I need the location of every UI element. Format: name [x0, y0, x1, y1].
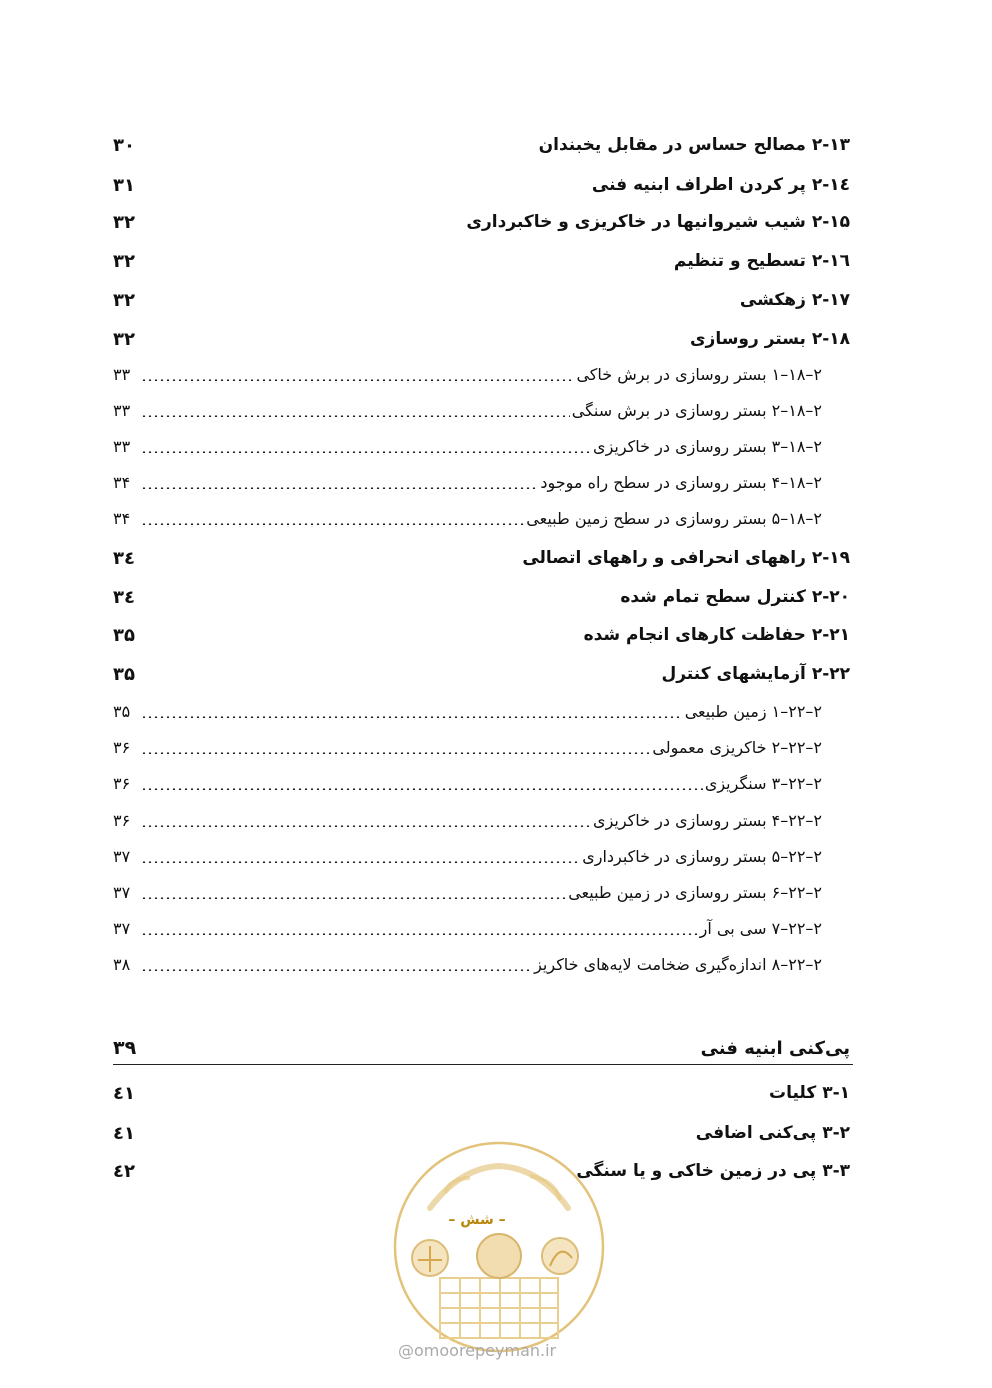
toc-subentry-title: ۲–۱۸–۵ بستر روسازی در سطح زمین طبیعی	[526, 508, 822, 528]
toc-subentry-page: ۳۷	[113, 918, 131, 938]
toc-subentry[interactable]	[113, 949, 850, 979]
toc-entry-title: ۲-۱۹ راههای انحرافی و راههای اتصالی	[522, 548, 850, 568]
toc-entry-page: ٤۱	[113, 1122, 135, 1144]
toc-entry-title: ۲-۱۸ بستر روسازی	[689, 329, 850, 349]
watermark-site: @omoorepeyman.ir	[398, 1341, 557, 1360]
chapter-divider	[113, 1064, 853, 1065]
toc-entry-title: ۲-۲۰ کنترل سطح تمام شده	[620, 587, 850, 607]
toc-entry-page: ٤۱	[113, 1082, 135, 1104]
toc-subentry-page: ۳۶	[113, 810, 131, 830]
toc-subentry-page: ۳۳	[113, 364, 131, 384]
toc-subentry-page: ۳۳	[113, 436, 131, 456]
toc-entry[interactable]	[113, 543, 850, 573]
toc-subentry[interactable]	[113, 841, 850, 871]
toc-subentry-title: ۲–۱۸–۱ بستر روسازی در برش خاکی	[576, 364, 822, 384]
toc-entry-page: ٤۲	[113, 1160, 135, 1182]
dot-leader	[141, 969, 532, 971]
toc-entry-page: ۳۱	[113, 174, 135, 196]
watermark-logo	[390, 1138, 608, 1356]
toc-entry-page: ۳۵	[113, 663, 135, 685]
toc-entry[interactable]	[113, 324, 850, 354]
dot-leader	[141, 897, 566, 899]
toc-entry-title: ۲-۱٤ پر کردن اطراف ابنیه فنی	[591, 175, 850, 195]
page-number: – شش –	[448, 1212, 506, 1228]
chapter-heading[interactable]	[113, 1033, 850, 1063]
toc-subentry-page: ۳۴	[113, 508, 131, 528]
toc-subentry[interactable]	[113, 805, 850, 835]
dot-leader	[141, 933, 698, 935]
toc-entry[interactable]	[113, 659, 850, 689]
toc-subentry-title: ۲–۱۸–۲ بستر روسازی در برش سنگی	[571, 400, 822, 420]
toc-subentry-page: ۳۷	[113, 882, 131, 902]
dot-leader	[141, 752, 650, 754]
toc-subentry[interactable]	[113, 395, 850, 425]
toc-entry-title: ۲-۱۳ مصالح حساس در مقابل یخبندان	[538, 135, 850, 155]
toc-entry-title: ۳-۱ کلیات	[769, 1083, 850, 1103]
dot-leader	[141, 487, 538, 489]
toc-subentry[interactable]	[113, 877, 850, 907]
toc-subentry-title: ۲–۲۲–۳ سنگریزی	[704, 773, 822, 793]
toc-entry-title: ۲-۱٦ تسطیح و تنظیم	[673, 251, 850, 271]
toc-subentry-title: ۲–۲۲–۸ اندازه‌گیری ضخامت لایه‌های خاکریز	[534, 954, 822, 974]
toc-entry[interactable]	[113, 285, 850, 315]
toc-subentry[interactable]	[113, 503, 850, 533]
toc-subentry[interactable]	[113, 732, 850, 762]
toc-entry[interactable]	[113, 130, 850, 160]
toc-subentry-page: ۳۶	[113, 773, 131, 793]
dot-leader	[141, 415, 570, 417]
toc-entry[interactable]	[113, 170, 850, 200]
toc-subentry-page: ۳۷	[113, 846, 131, 866]
toc-entry-page: ۳۵	[113, 624, 135, 646]
toc-entry-page: ۳۲	[113, 328, 135, 350]
toc-subentry-page: ۳۵	[113, 701, 131, 721]
chapter-title: پی‌کنی ابنیه فنی	[700, 1037, 850, 1059]
toc-entry-title: ۳-۳ پی در زمین خاکی و یا سنگی	[576, 1161, 850, 1181]
toc-subentry-title: ۲–۲۲–۱ زمین طبیعی	[684, 701, 822, 721]
toc-entry-page: ۳٤	[113, 586, 135, 608]
toc-subentry-title: ۲–۱۸–۳ بستر روسازی در خاکریزی	[593, 436, 822, 456]
dot-leader	[141, 861, 580, 863]
toc-subentry-page: ۳۳	[113, 400, 131, 420]
toc-subentry-page: ۳۴	[113, 472, 131, 492]
toc-subentry-title: ۲–۲۲–۷ سی بی آر	[699, 918, 822, 938]
toc-subentry[interactable]	[113, 467, 850, 497]
toc-entry-title: ۲-۱۷ زهکشی	[739, 290, 850, 310]
toc-entry-page: ۳۲	[113, 250, 135, 272]
toc-subentry-page: ۳۸	[113, 954, 131, 974]
toc-subentry-title: ۲–۲۲–۶ بستر روسازی در زمین طبیعی	[568, 882, 822, 902]
toc-subentry-page: ۳۶	[113, 737, 131, 757]
dot-leader	[141, 451, 591, 453]
toc-entry-page: ۳۲	[113, 289, 135, 311]
dot-leader	[141, 825, 591, 827]
toc-subentry[interactable]	[113, 768, 850, 798]
toc-subentry-title: ۲–۲۲–۵ بستر روسازی در خاکبرداری	[582, 846, 822, 866]
dot-leader	[141, 379, 574, 381]
toc-entry-title: ۲-۲۲ آزمایشهای کنترل	[661, 664, 850, 684]
toc-entry[interactable]	[113, 620, 850, 650]
toc-entry[interactable]	[113, 582, 850, 612]
toc-entry[interactable]	[113, 207, 850, 237]
toc-entry-page: ۳۰	[113, 134, 135, 156]
toc-subentry[interactable]	[113, 359, 850, 389]
toc-subentry[interactable]	[113, 913, 850, 943]
toc-subentry-title: ۲–۲۲–۲ خاکریزی معمولی	[652, 737, 822, 757]
toc-entry-title: ۲-۲۱ حفاظت کارهای انجام شده	[583, 625, 850, 645]
toc-subentry-title: ۲–۱۸–۴ بستر روسازی در سطح راه موجود	[540, 472, 822, 492]
toc-subentry[interactable]	[113, 696, 850, 726]
toc-entry-page: ۳٤	[113, 547, 135, 569]
dot-leader	[141, 788, 703, 790]
dot-leader	[141, 523, 524, 525]
toc-subentry-title: ۲–۲۲–۴ بستر روسازی در خاکریزی	[593, 810, 822, 830]
toc-entry-page: ۳۲	[113, 211, 135, 233]
dot-leader	[141, 716, 683, 718]
toc-entry-title: ۳-۲ پی‌کنی اضافی	[695, 1123, 850, 1143]
chapter-page: ۳۹	[113, 1037, 137, 1059]
toc-entry[interactable]	[113, 1078, 850, 1108]
toc-entry-title: ۲-۱۵ شیب شیروانیها در خاکریزی و خاکبرداری	[466, 212, 850, 232]
toc-subentry[interactable]	[113, 431, 850, 461]
toc-entry[interactable]	[113, 246, 850, 276]
